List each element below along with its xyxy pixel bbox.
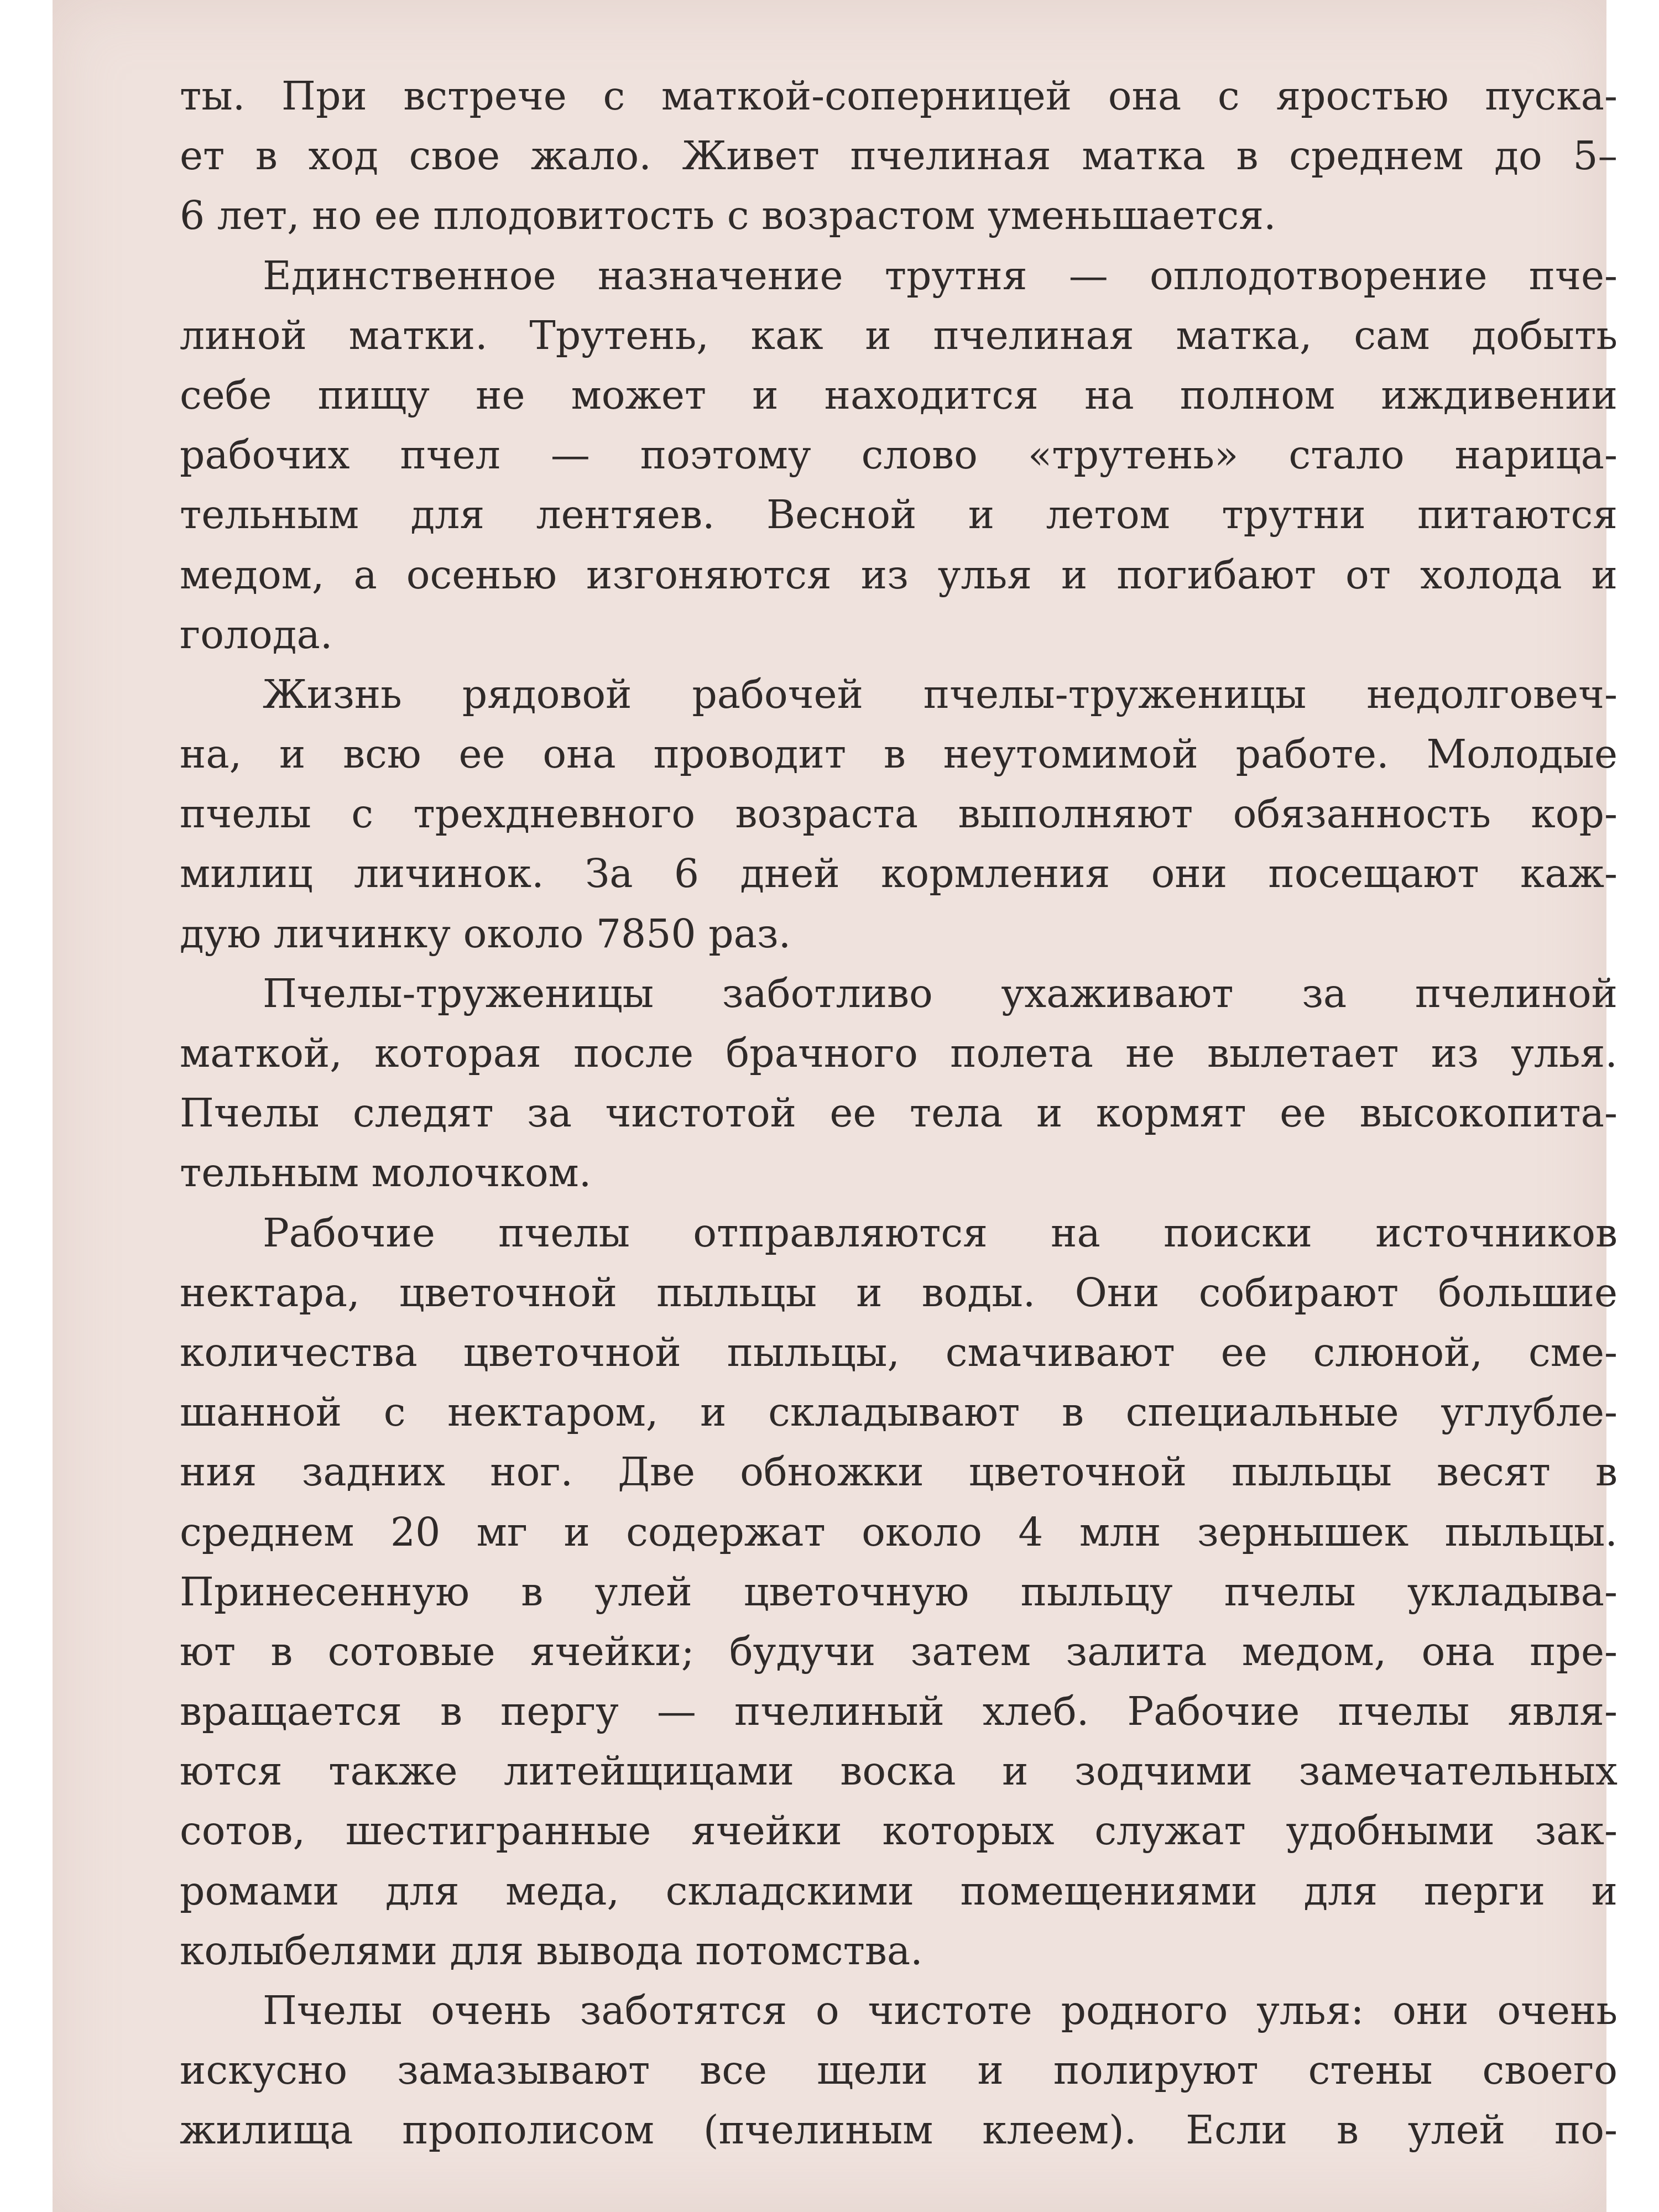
page-body-text: [180, 66, 1618, 2161]
text-line: ет в ход свое жало. Живет пчелиная матка в среднем до 5–: [180, 133, 1618, 179]
text-line: колыбелями для вывода потомства.: [180, 1927, 923, 1974]
book-page: [53, 0, 1618, 2212]
text-line: тельным для лентяев. Весной и летом трутни питаются: [180, 492, 1618, 538]
text-line: шанной с нектаром, и складывают в специальные углубле-: [180, 1389, 1618, 1436]
text-line: дую личинку около 7850 раз.: [180, 910, 791, 957]
text-line: рабочих пчел — поэтому слово «трутень» стало нарица-: [180, 432, 1618, 478]
text-line: сотов, шестигранные ячейки которых служат удобными зак-: [180, 1808, 1618, 1854]
text-line: Принесенную в улей цветочную пыльцу пчелы укладыва-: [180, 1568, 1618, 1615]
text-line: вращается в пергу — пчелиный хлеб. Рабочие пчелы явля-: [180, 1688, 1618, 1735]
text-line: линой матки. Трутень, как и пчелиная матка, сам добыть: [180, 312, 1618, 358]
text-line: ты. При встрече с маткой-соперницей она с яростью пуска-: [180, 73, 1618, 119]
text-line: жилища прополисом (пчелиным клеем). Если в улей по-: [180, 2107, 1618, 2153]
text-line: количества цветочной пыльцы, смачивают ее слюной, сме-: [180, 1329, 1618, 1375]
text-line: Единственное назначение трутня — оплодотворение пче-: [263, 252, 1618, 299]
text-line: милиц личинок. За 6 дней кормления они посещают каж-: [180, 851, 1618, 897]
text-line: Рабочие пчелы отправляются на поиски источников: [263, 1209, 1618, 1256]
text-line: ромами для меда, складскими помещениями для перги и: [180, 1867, 1618, 1914]
text-line: среднем 20 мг и содержат около 4 млн зернышек пыльцы.: [180, 1509, 1618, 1555]
text-line: ют в сотовые ячейки; будучи затем залита медом, она пре-: [180, 1628, 1618, 1674]
text-line: на, и всю ее она проводит в неутомимой работе. Молодые: [180, 731, 1618, 778]
text-line: 6 лет, но ее плодовитость с возрастом уменьшается.: [180, 192, 1276, 239]
text-line: Пчелы-труженицы заботливо ухаживают за пчелиной: [263, 970, 1618, 1016]
text-line: тельным молочком.: [180, 1150, 592, 1196]
text-line: голода.: [180, 611, 333, 658]
text-line: ния задних ног. Две обножки цветочной пыльцы весят в: [180, 1449, 1618, 1495]
text-line: маткой, которая после брачного полета не вылетает из улья.: [180, 1030, 1618, 1076]
text-line: искусно замазывают все щели и полируют стены своего: [180, 2047, 1618, 2094]
text-line: Жизнь рядовой рабочей пчелы-труженицы недолговеч-: [263, 671, 1618, 717]
text-line: Пчелы очень заботятся о чистоте родного улья: они очень: [263, 1987, 1618, 2033]
text-line: ются также литейщицами воска и зодчими замечательных: [180, 1748, 1618, 1794]
text-line: медом, а осенью изгоняются из улья и погибают от холода и: [180, 551, 1618, 598]
text-line: пчелы с трехдневного возраста выполняют обязанность кор-: [180, 791, 1618, 837]
text-line: нектара, цветочной пыльцы и воды. Они собирают большие: [180, 1269, 1618, 1316]
text-line: себе пищу не может и находится на полном иждивении: [180, 372, 1618, 418]
text-line: Пчелы следят за чистотой ее тела и кормят ее высокопита-: [180, 1090, 1618, 1136]
